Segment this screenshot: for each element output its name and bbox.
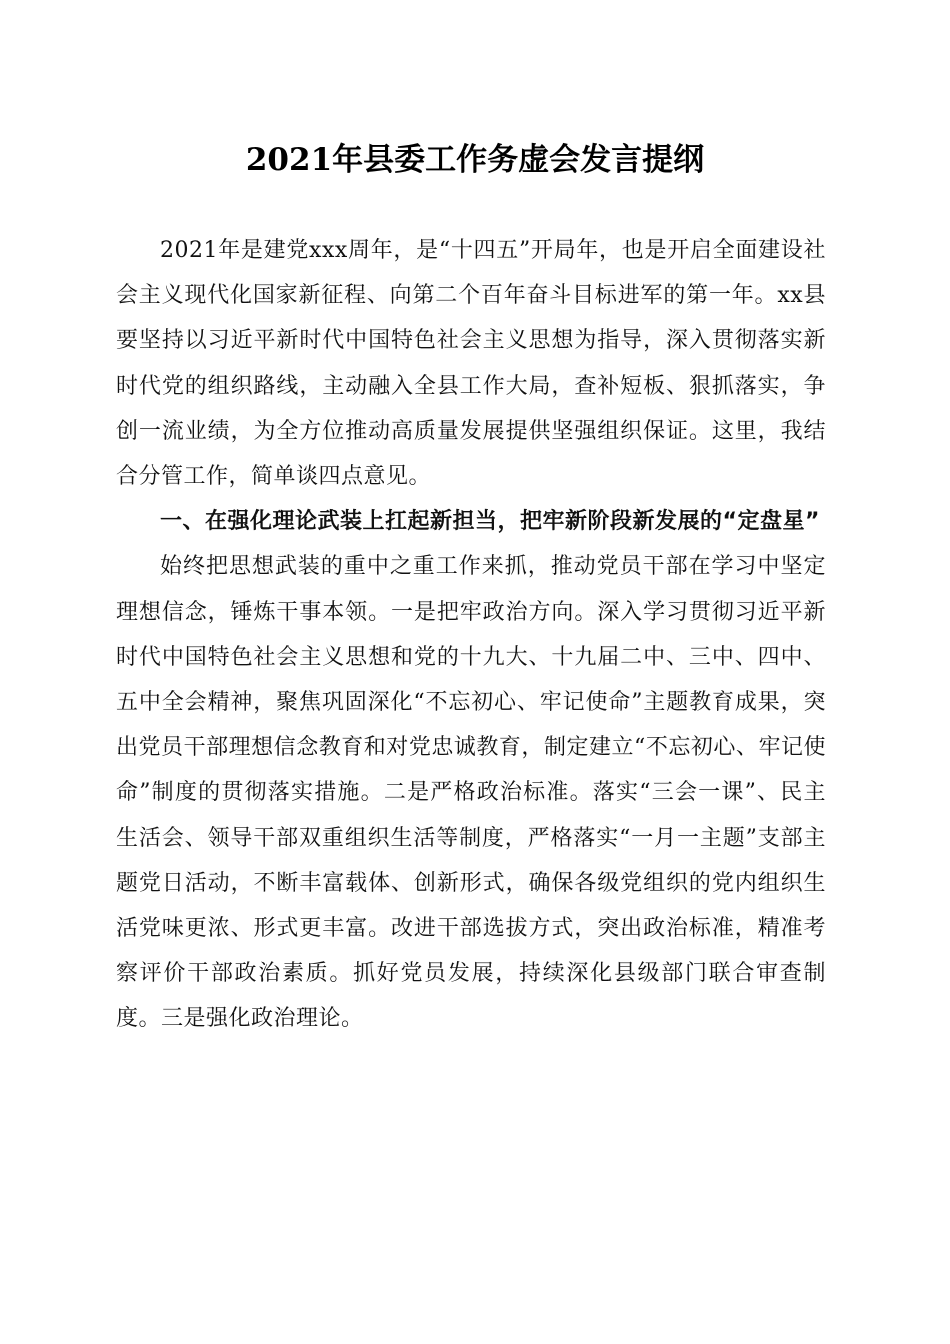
intro-paragraph: 2021年是建党xxx周年，是“十四五”开局年，也是开启全面建设社会主义现代化国家新征程、向第二个百年奋斗目标进军的第一年。xx县要坚持以习近平新时代中国特色社会主义思想为指导，深入贯彻落实新时代党的组织路线，主动融入全县工作大局，查补短板、狠抓落实，争创一流业绩，为全方位推动高质量发展提供坚强组织保证。这里，我结合分管工作，简单谈四点意见。 <box>116 238 826 490</box>
document-body <box>116 228 826 1042</box>
section-heading-1: 一、在强化理论武装上扛起新担当，把牢新阶段新发展的“定盘星” <box>160 509 820 535</box>
section-paragraph-1: 始终把思想武装的重中之重工作来抓，推动党员干部在学习中坚定理想信念，锤炼干事本领。一是把牢政治方向。深入学习贯彻习近平新时代中国特色社会主义思想和党的十九大、十九届二中、三中、四中、五中全会精神，聚焦巩固深化“不忘初心、牢记使命”主题教育成果，突出党员干部理想信念教育和对党忠诚教育，制定建立“不忘初心、牢记使命”制度的贯彻落实措施。二是严格政治标准。落实“三会一课”、民主生活会、领导干部双重组织生活等制度，严格落实“一月一主题”支部主题党日活动，不断丰富载体、创新形式，确保各级党组织的党内组织生活党味更浓、形式更丰富。改进干部选拔方式，突出政治标准，精准考察评价干部政治素质。抓好党员发展，持续深化县级部门联合审查制度。三是强化政治理论。 <box>116 554 826 1032</box>
document-title: 2021年县委工作务虚会发言提纲 <box>245 142 705 178</box>
